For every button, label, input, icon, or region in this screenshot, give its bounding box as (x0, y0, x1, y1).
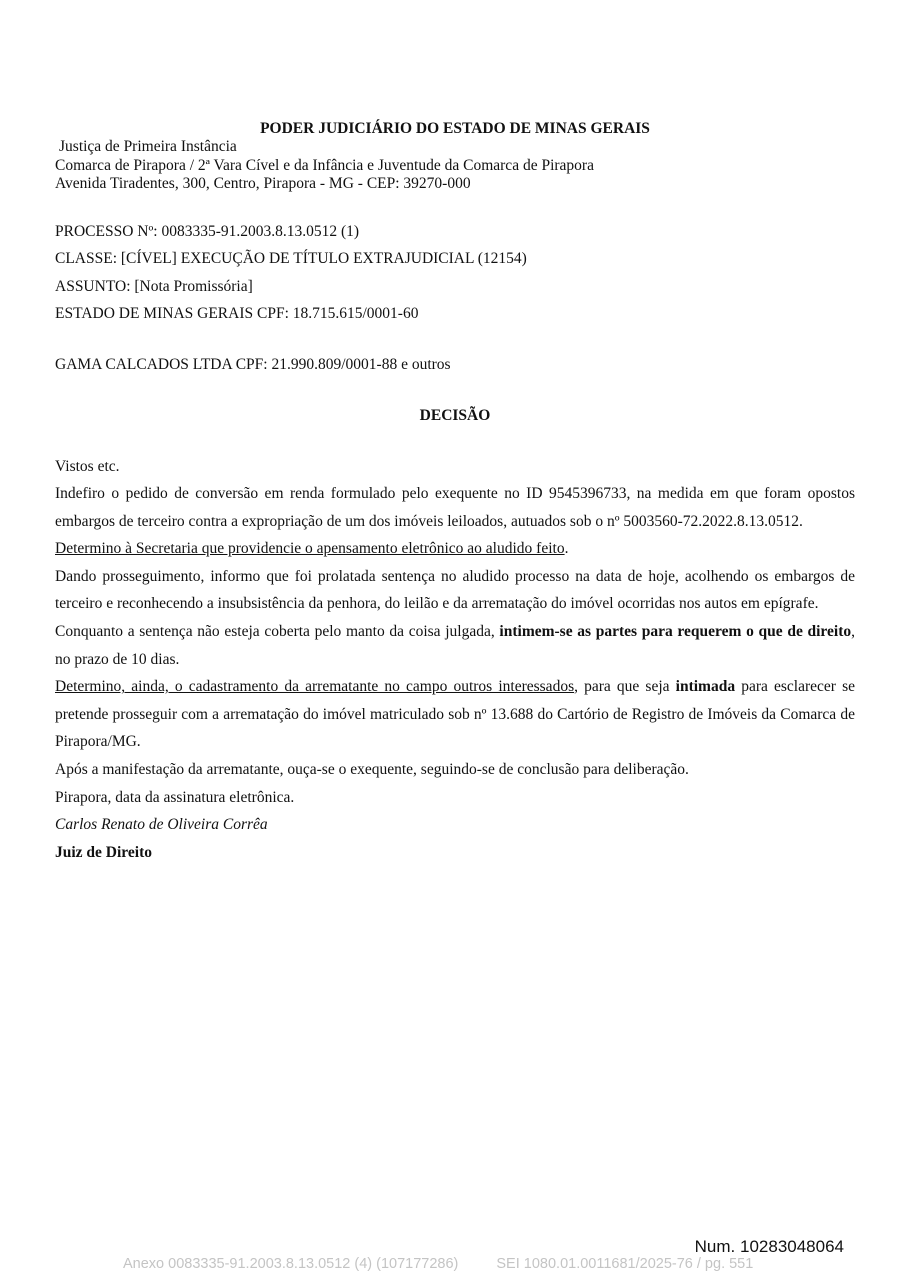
paragraph-prosseguimento: Dando prosseguimento, informo que foi prolatada sentença no aludido processo na data de hoje, acolhendo os embargos de terceiro e reconhecendo a insubsistência da penhora, do leilão e da arrematação do imóvel ocorridas nos autos em epígrafe. (55, 567, 855, 613)
page-footer (123, 1256, 753, 1272)
paragraph-apos: Após a manifestação da arrematante, ouça-se o exequente, seguindo-se de conclusão para deliberação. (55, 761, 689, 779)
paragraph-cadastramento (55, 673, 855, 756)
cadastramento-mid: , para que seja (574, 678, 676, 696)
paragraph-determino-apensamento (55, 535, 855, 563)
conquanto-start: Conquanto a sentença não esteja coberta pelo manto da coisa julgada, (55, 623, 500, 641)
process-info (55, 218, 855, 328)
place-date: Pirapora, data da assinatura eletrônica. (55, 788, 295, 806)
process-subject: ASSUNTO: [Nota Promissória] (55, 277, 253, 295)
signer-name: Carlos Renato de Oliveira Corrêa (55, 816, 268, 834)
address-line: Avenida Tiradentes, 300, Centro, Pirapora - MG - CEP: 39270-000 (55, 175, 471, 192)
paragraph-vistos: Vistos etc. (55, 457, 120, 475)
process-class: CLASSE: [CÍVEL] EXECUÇÃO DE TÍTULO EXTRAJUDICIAL (12154) (55, 250, 527, 267)
document-number: Num. 10283048064 (694, 1237, 844, 1256)
process-plaintiff: ESTADO DE MINAS GERAIS CPF: 18.715.615/0001-60 (55, 305, 419, 322)
decision-heading: DECISÃO (419, 406, 491, 424)
conquanto-bold: intimem-se as partes para requerem o que de direito (499, 623, 852, 641)
order-period: . (564, 540, 569, 558)
signer-role: Juiz de Direito (55, 843, 153, 861)
cadastramento-underlined: Determino, ainda, o cadastramento da arrematante no campo outros interessados (55, 678, 575, 696)
process-number: PROCESSO Nº: 0083335-91.2003.8.13.0512 (1) (55, 222, 360, 240)
court-title: PODER JUDICIÁRIO DO ESTADO DE MINAS GERAIS (260, 120, 650, 137)
instance-line: Justiça de Primeira Instância (59, 138, 237, 155)
document-page (55, 119, 855, 866)
process-defendant: GAMA CALCADOS LTDA CPF: 21.990.809/0001-88 e outros (55, 355, 451, 373)
annex-reference: Anexo 0083335-91.2003.8.13.0512 (4) (107177286) (123, 1256, 459, 1272)
paragraph-conquanto (55, 618, 855, 673)
underlined-order: Determino à Secretaria que providencie o apensamento eletrônico ao aludido feito (55, 540, 565, 558)
cadastramento-end: para esclarecer se pretende prosseguir com a arrematação do imóvel matriculado sob nº 13.688 do Cartório de Registro de Imóveis da Comarca de Pirapora/MG. (55, 678, 855, 751)
cadastramento-bold: intimada (675, 678, 736, 696)
paragraph-indefiro: Indefiro o pedido de conversão em renda formulado pelo exequente no ID 9545396733, na medida em que foram opostos embargos de terceiro contra a expropriação de um dos imóveis leiloados, autuados sob o nº 5003560-72.2022.8.13.0512. (55, 485, 855, 530)
decision-body (55, 453, 855, 867)
conquanto-end: , no prazo de 10 dias. (55, 623, 855, 668)
sei-reference: SEI 1080.01.0011681/2025-76 / pg. 551 (496, 1256, 754, 1272)
court-line: Comarca de Pirapora / 2ª Vara Cível e da Infância e Juventude da Comarca de Pirapora (55, 156, 594, 174)
